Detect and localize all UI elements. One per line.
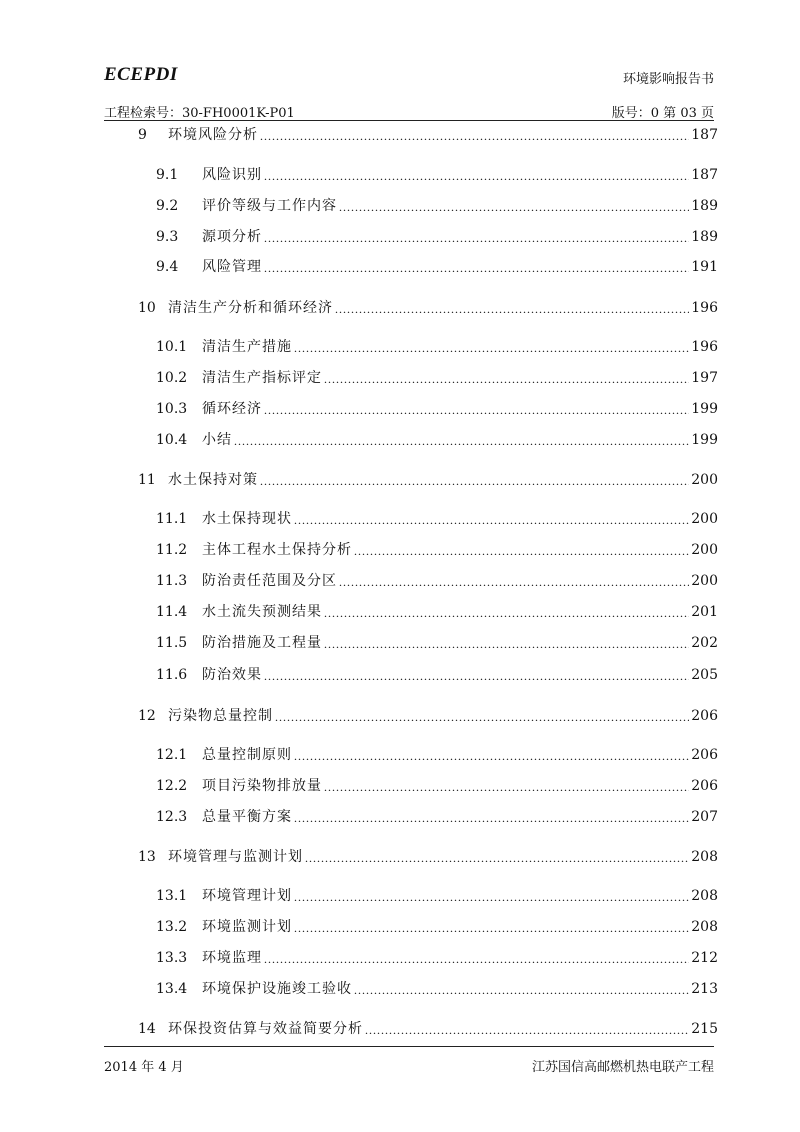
toc-section-entry[interactable]	[156, 336, 718, 356]
toc-dot-leader	[339, 574, 689, 590]
toc-entry-title: 水土保持对策	[168, 472, 258, 488]
toc-entry-title: 清洁生产措施	[202, 339, 292, 355]
toc-entry-page-number: 197	[691, 370, 718, 386]
toc-dot-leader	[324, 636, 689, 652]
toc-section-entry[interactable]	[156, 256, 718, 276]
toc-section-entry[interactable]	[156, 775, 718, 795]
toc-section-entry[interactable]	[156, 508, 718, 528]
toc-dot-leader	[324, 779, 689, 795]
toc-dot-leader	[264, 951, 689, 967]
toc-section-entry[interactable]	[156, 947, 718, 967]
toc-entry-title: 总量控制原则	[202, 747, 292, 763]
toc-entry-title: 防治措施及工程量	[202, 635, 322, 651]
toc-entry-page-number: 212	[691, 950, 718, 966]
toc-entry-page-number: 207	[691, 809, 718, 825]
toc-section-entry[interactable]	[156, 367, 718, 387]
toc-entry-number: 13.2	[156, 919, 188, 935]
toc-chapter-entry[interactable]	[138, 1018, 718, 1038]
toc-entry-number: 11.3	[156, 573, 188, 589]
toc-chapter-entry[interactable]	[138, 297, 718, 317]
toc-entry-title: 风险识别	[202, 167, 262, 183]
toc-section-entry[interactable]	[156, 570, 718, 590]
page-footer	[104, 1056, 714, 1074]
toc-entry-page-number: 196	[691, 300, 718, 316]
toc-chapter-entry[interactable]	[138, 124, 718, 144]
toc-section-entry[interactable]	[156, 398, 718, 418]
toc-dot-leader	[294, 512, 689, 528]
toc-entry-title: 项目污染物排放量	[202, 778, 322, 794]
toc-entry-title: 评价等级与工作内容	[202, 198, 337, 214]
toc-dot-leader	[324, 605, 689, 621]
toc-entry-page-number: 187	[691, 127, 718, 143]
toc-dot-leader	[260, 128, 689, 144]
toc-entry-title: 小结	[202, 432, 232, 448]
toc-entry-page-number: 206	[691, 747, 718, 763]
toc-entry-page-number: 200	[691, 472, 718, 488]
toc-dot-leader	[365, 1022, 689, 1038]
toc-entry-page-number: 213	[691, 981, 718, 997]
toc-dot-leader	[294, 340, 689, 356]
toc-entry-number: 9.2	[156, 198, 179, 214]
toc-dot-leader	[354, 543, 689, 559]
toc-entry-title: 水土流失预测结果	[202, 604, 322, 620]
toc-entry-number: 11.5	[156, 635, 188, 651]
toc-entry-title: 环保投资估算与效益简要分析	[168, 1021, 363, 1037]
toc-dot-leader	[264, 230, 689, 246]
toc-entry-title: 水土保持现状	[202, 511, 292, 527]
toc-dot-leader	[324, 371, 689, 387]
toc-entry-number: 10.2	[156, 370, 188, 386]
toc-entry-page-number: 205	[691, 667, 718, 683]
toc-entry-number: 10.4	[156, 432, 188, 448]
toc-entry-title: 清洁生产指标评定	[202, 370, 322, 386]
toc-section-entry[interactable]	[156, 916, 718, 936]
toc-dot-leader	[294, 889, 689, 905]
toc-entry-number: 10	[138, 300, 156, 316]
toc-entry-page-number: 215	[691, 1021, 718, 1037]
header-divider	[104, 120, 714, 121]
toc-section-entry[interactable]	[156, 806, 718, 826]
toc-dot-leader	[264, 168, 689, 184]
toc-entry-page-number: 200	[691, 573, 718, 589]
toc-entry-page-number: 200	[691, 542, 718, 558]
toc-dot-leader	[294, 810, 689, 826]
toc-section-entry[interactable]	[156, 164, 718, 184]
toc-entry-page-number: 191	[691, 259, 718, 275]
toc-entry-title: 环境管理与监测计划	[168, 849, 303, 865]
toc-dot-leader	[294, 920, 689, 936]
toc-section-entry[interactable]	[156, 885, 718, 905]
toc-dot-leader	[275, 709, 689, 725]
toc-dot-leader	[234, 433, 689, 449]
toc-section-entry[interactable]	[156, 226, 718, 246]
toc-section-entry[interactable]	[156, 664, 718, 684]
toc-dot-leader	[335, 301, 689, 317]
toc-entry-number: 11.4	[156, 604, 188, 620]
toc-entry-title: 风险管理	[202, 259, 262, 275]
toc-entry-number: 14	[138, 1021, 156, 1037]
toc-chapter-entry[interactable]	[138, 846, 718, 866]
toc-entry-page-number: 196	[691, 339, 718, 355]
toc-entry-title: 防治效果	[202, 667, 262, 683]
toc-entry-page-number: 187	[691, 167, 718, 183]
toc-entry-title: 循环经济	[202, 401, 262, 417]
version-page: 版号：0 第 03 页	[611, 106, 714, 121]
toc-dot-leader	[264, 668, 689, 684]
toc-entry-number: 12.2	[156, 778, 188, 794]
toc-entry-number: 9.4	[156, 259, 179, 275]
toc-section-entry[interactable]	[156, 744, 718, 764]
toc-section-entry[interactable]	[156, 429, 718, 449]
toc-entry-number: 13.1	[156, 888, 188, 904]
toc-entry-title: 环境保护设施竣工验收	[202, 981, 352, 997]
toc-chapter-entry[interactable]	[138, 469, 718, 489]
toc-entry-number: 12.3	[156, 809, 188, 825]
toc-dot-leader	[260, 473, 689, 489]
toc-entry-number: 9.1	[156, 167, 179, 183]
toc-entry-page-number: 201	[691, 604, 718, 620]
toc-entry-page-number: 208	[691, 849, 718, 865]
toc-entry-title: 环境监理	[202, 950, 262, 966]
toc-entry-number: 13	[138, 849, 156, 865]
toc-entry-page-number: 206	[691, 778, 718, 794]
toc-entry-page-number: 208	[691, 919, 718, 935]
toc-entry-number: 11	[138, 472, 156, 488]
toc-section-entry[interactable]	[156, 601, 718, 621]
toc-dot-leader	[264, 260, 689, 276]
toc-chapter-entry[interactable]	[138, 705, 718, 725]
toc-section-entry[interactable]	[156, 539, 718, 559]
toc-entry-title: 清洁生产分析和循环经济	[168, 300, 333, 316]
toc-section-entry[interactable]	[156, 632, 718, 652]
toc-entry-title: 主体工程水土保持分析	[202, 542, 352, 558]
toc-entry-number: 11.2	[156, 542, 188, 558]
footer-date: 2014 年 4 月	[104, 1060, 184, 1075]
toc-entry-number: 9	[138, 127, 147, 143]
page-header	[104, 64, 714, 88]
project-code: 工程检索号：30-FH0001K-P01	[104, 106, 295, 121]
toc-entry-page-number: 208	[691, 888, 718, 904]
toc-entry-title: 防治责任范围及分区	[202, 573, 337, 589]
toc-entry-number: 12.1	[156, 747, 188, 763]
footer-divider	[104, 1046, 714, 1047]
toc-entry-page-number: 200	[691, 511, 718, 527]
toc-entry-title: 污染物总量控制	[168, 708, 273, 724]
toc-entry-title: 环境风险分析	[168, 127, 258, 143]
toc-dot-leader	[294, 748, 689, 764]
toc-dot-leader	[354, 982, 689, 998]
document-type: 环境影响报告书	[622, 72, 714, 87]
toc-entry-number: 11.6	[156, 667, 188, 683]
toc-entry-number: 10.1	[156, 339, 188, 355]
toc-section-entry[interactable]	[156, 195, 718, 215]
toc-entry-number: 9.3	[156, 229, 179, 245]
toc-dot-leader	[339, 199, 689, 215]
toc-entry-number: 12	[138, 708, 156, 724]
toc-entry-title: 源项分析	[202, 229, 262, 245]
toc-entry-number: 13.3	[156, 950, 188, 966]
toc-entry-number: 13.4	[156, 981, 188, 997]
toc-entry-title: 环境管理计划	[202, 888, 292, 904]
toc-entry-title: 总量平衡方案	[202, 809, 292, 825]
header-subline	[104, 102, 714, 120]
toc-entry-page-number: 199	[691, 401, 718, 417]
toc-section-entry[interactable]	[156, 978, 718, 998]
toc-entry-page-number: 189	[691, 198, 718, 214]
toc-entry-page-number: 189	[691, 229, 718, 245]
footer-project-name: 江苏国信高邮燃机热电联产工程	[531, 1060, 714, 1075]
toc-entry-number: 10.3	[156, 401, 188, 417]
toc-entry-page-number: 206	[691, 708, 718, 724]
company-logo: ECEPDI	[104, 64, 178, 85]
toc-entry-page-number: 202	[691, 635, 718, 651]
toc-entry-page-number: 199	[691, 432, 718, 448]
toc-dot-leader	[264, 402, 689, 418]
toc-dot-leader	[305, 850, 689, 866]
toc-entry-title: 环境监测计划	[202, 919, 292, 935]
toc-entry-number: 11.1	[156, 511, 188, 527]
